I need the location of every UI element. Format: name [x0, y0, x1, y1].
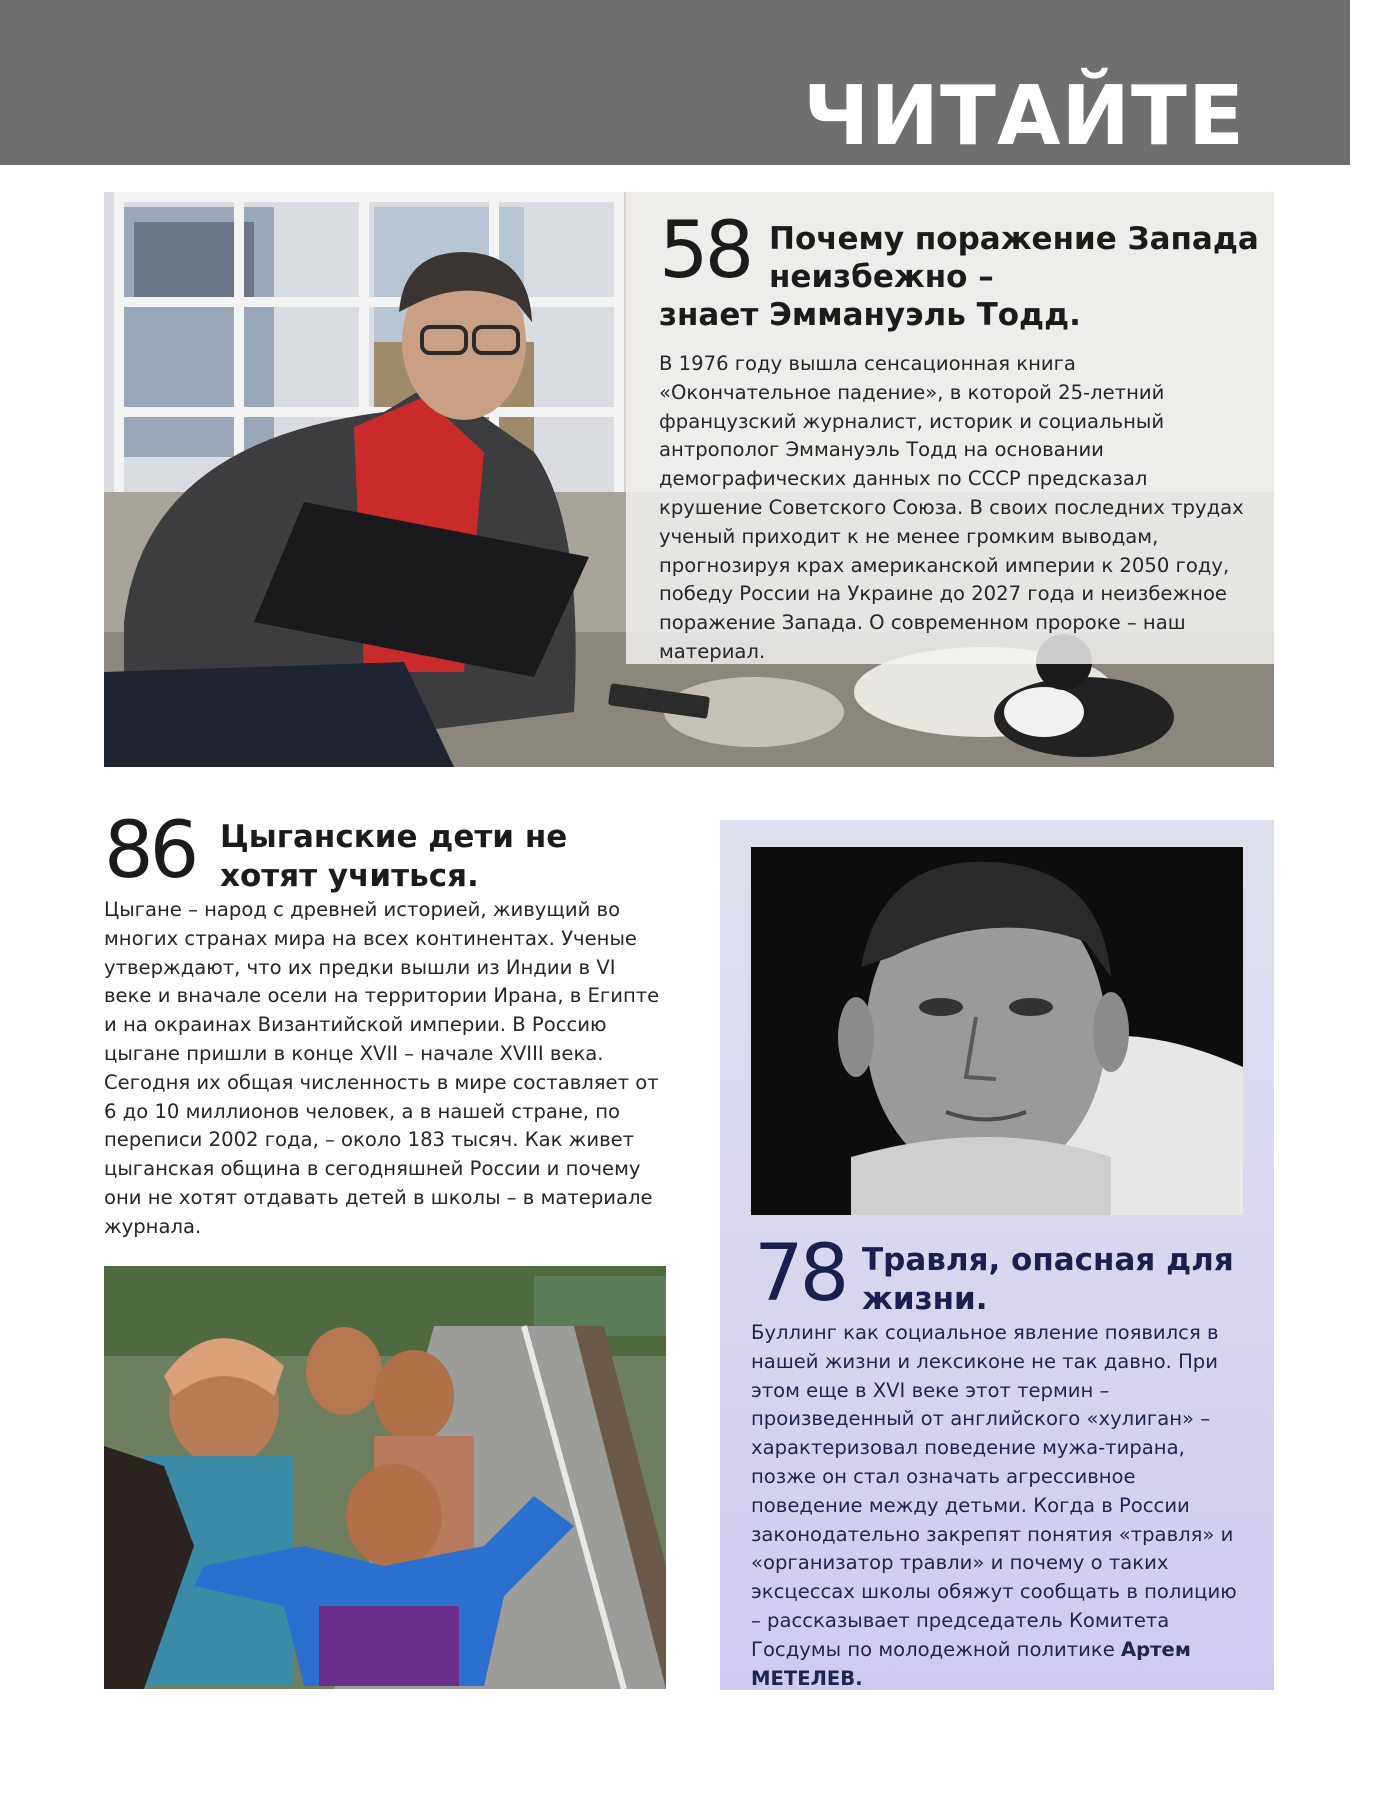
page-number: 86: [104, 806, 196, 896]
headline: Почему поражение Запада неизбежно –: [769, 221, 1259, 295]
article-body-text: Буллинг как социальное явление появился в нашей жизни и лексиконе не так давно. При этом еще в XVI веке этот термин – произведенный от английского «хулиган» – характеризовал поведение мужа-тирана, позже он стал означать агрессивное поведение между детьми. Когда в России законодательно закрепят понятия «травля» и «организатор травли» и почему о таких эксцессах школы обяжут сообщать в полицию – рассказывает председатель Комитета Госдумы по молодежной политике: [751, 1321, 1237, 1661]
headline: Травля, опасная для жизни.: [862, 1242, 1234, 1317]
children-photo: [104, 1266, 666, 1689]
author-name: Артем МЕТЕЛЕВ.: [751, 1637, 1191, 1690]
metelev-portrait: [751, 847, 1243, 1215]
headline-continued: знает Эммануэль Тодд.: [659, 297, 1081, 333]
article-bullying: [720, 820, 1274, 1690]
article-todd: [104, 192, 1274, 767]
article-body: Цыгане – народ с древней историей, живущий во многих странах мира на всех континентах. Ученые утверждают, что их предки вышли из Индии в VI веке и вначале осели на территории Ирана, в Египте и на окраинах Византийской империи. В Россию цыгане пришли в конце XVII – начале XVIII века. Сегодня их общая численность в мире составляет от 6 до 10 миллионов человек, а в нашей стране, по переписи 2002 года, – около 183 тысяч. Как живет цыганская община в сегодняшней России и почему они не хотят отдавать детей в школы – в материале журнала.: [104, 898, 660, 1238]
section-title: ЧИТАЙТЕ: [803, 69, 1245, 164]
article-body: В 1976 году вышла сенсационная книга «Окончательное падение», в которой 25-летний французский журналист, историк и социальный антрополог Эммануэль Тодд на основании демографических данных по СССР предсказал крушение Советского Союза. В своих последних трудах ученый приходит к не менее громким выводам, прогнозируя крах американской империи к 2050 году, победу России на Украине до 2027 года и неизбежное поражение Запада. О современном пророке – наш материал.: [659, 352, 1244, 663]
page-number: 78: [754, 1229, 846, 1319]
page-number: 58: [659, 206, 751, 296]
article-body: [751, 1319, 1251, 1690]
headline: Цыганские дети не хотят учиться.: [220, 819, 568, 894]
